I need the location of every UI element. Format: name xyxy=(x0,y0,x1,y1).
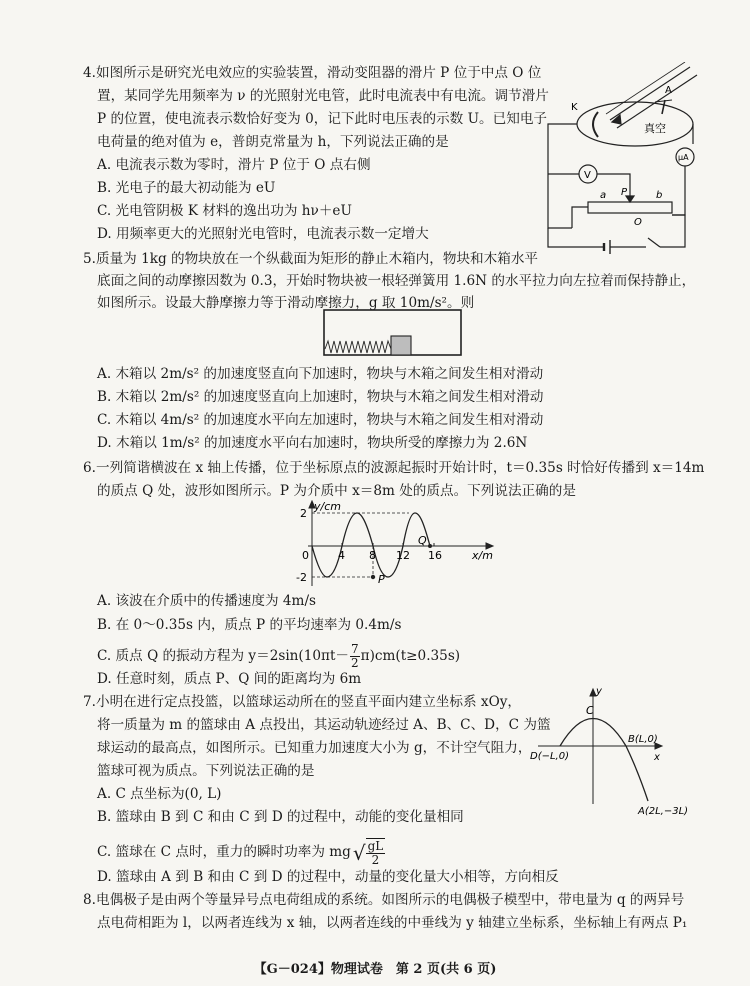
page-footer: 【G－024】物理试卷 第 2 页(共 6 页) xyxy=(253,962,497,977)
fraction-numerator: 7 xyxy=(351,642,359,656)
y-axis-label: y xyxy=(596,686,602,697)
sqrt-icon: √ xyxy=(352,840,366,865)
label-q: Q xyxy=(418,534,427,547)
q5-line-2: 底面之间的动摩擦因数为 0.3，开始时物块被一根轻弹簧用 1.6N 的水平拉力向左拉着而保持静止， xyxy=(97,273,696,289)
label-p-slider: P xyxy=(621,187,628,198)
trajectory-curve xyxy=(560,719,648,802)
q7-line-4: 篮球可视为质点。下列说法正确的是 xyxy=(97,763,315,779)
q6-option-d: D. 任意时刻，质点 P、Q 间的距离均为 6m xyxy=(97,671,362,687)
label-o-midpoint: O xyxy=(634,217,642,228)
label-p: P xyxy=(378,573,385,586)
q6-line-1: 6.一列简谐横波在 x 轴上传播，位于坐标原点的波源起振时开始计时，t＝0.35s 时恰好传播到 x＝14m xyxy=(83,460,705,476)
y-axis-label: y/cm xyxy=(314,500,341,513)
x-tick-8: 8 xyxy=(369,549,376,562)
label-k: K xyxy=(571,102,578,113)
block-icon xyxy=(391,336,411,355)
origin-label: 0 xyxy=(302,549,309,562)
q6-line-2: 的质点 Q 处，波形如图所示。P 为介质中 x＝8m 处的质点。下列说法正确的是 xyxy=(97,483,576,499)
trajectory-figure xyxy=(530,686,690,826)
q7-option-d: D. 篮球由 A 到 B 和由 C 到 D 的过程中，动量的变化量大小相等，方向相反 xyxy=(97,869,559,885)
label-a: A(2L,−3L) xyxy=(638,806,689,817)
x-axis-label: x xyxy=(654,752,660,763)
label-vacuum: 真空 xyxy=(644,122,666,135)
q4-line-1: 4.如图所示是研究光电效应的实验装置，滑动变阻器的滑片 P 位于中点 O 位 xyxy=(83,65,542,81)
q5-option-c: C. 木箱以 4m/s² 的加速度水平向左加速时，物块与木箱之间发生相对滑动 xyxy=(97,412,544,428)
label-b-end: b xyxy=(656,190,663,201)
q6-option-c-text: C. 质点 Q 的振动方程为 y＝2sin(10πt－ xyxy=(97,648,350,664)
q6-option-b: B. 在 0～0.35s 内，质点 P 的平均速率为 0.4m/s xyxy=(97,617,402,633)
q8-line-2: 点电荷相距为 l，以两者连线为 x 轴，以两者连线的中垂线为 y 轴建立坐标系，坐标轴上有两点 P₁ xyxy=(97,915,688,931)
q4-line-3: P 的位置，使电流表示数恰好变为 0，记下此时电压表的示数 U。已知电子 xyxy=(97,111,548,127)
q7-option-c-fraction xyxy=(366,838,386,867)
spring-box-figure xyxy=(320,307,465,359)
point-p xyxy=(371,575,375,579)
q4-option-b: B. 光电子的最大初动能为 eU xyxy=(97,180,276,196)
q6-option-c-tail: π)cm(t≥0.35s) xyxy=(360,648,461,664)
q7-option-a: A. C 点坐标为(0, L) xyxy=(97,786,222,802)
ammeter-label: μA xyxy=(678,153,689,162)
q5-line-1: 5.质量为 1kg 的物块放在一个纵截面为矩形的静止木箱内，物块和木箱水平 xyxy=(83,251,539,267)
sqrt-denominator: 2 xyxy=(371,853,380,867)
q4-line-4: 电荷量的绝对值为 e，普朗克常量为 h，下列说法正确的是 xyxy=(97,134,449,150)
label-a-anode: A xyxy=(665,85,672,96)
label-a-end: a xyxy=(600,190,607,201)
y-tick-neg2: -2 xyxy=(296,571,307,584)
q5-option-b: B. 木箱以 2m/s² 的加速度竖直向上加速时，物块与木箱之间发生相对滑动 xyxy=(97,389,544,405)
spring-icon xyxy=(325,341,391,353)
x-tick-12: 12 xyxy=(396,549,410,562)
y-tick-2: 2 xyxy=(300,507,307,520)
q7-option-c-text: C. 篮球在 C 点时，重力的瞬时功率为 mg xyxy=(97,844,351,860)
q5-line-3: 如图所示。设最大静摩擦力等于滑动摩擦力，g 取 10m/s²。则 xyxy=(97,295,475,311)
fraction-denominator: 2 xyxy=(351,656,359,670)
q4-option-a: A. 电流表示数为零时，滑片 P 位于 O 点右侧 xyxy=(97,157,371,173)
q6-option-c xyxy=(97,643,460,670)
photoelectric-circuit-figure xyxy=(540,62,700,262)
label-c: C xyxy=(586,704,594,717)
q7-option-c xyxy=(97,838,385,867)
point-q xyxy=(428,544,432,548)
q7-line-2: 将一质量为 m 的篮球由 A 点投出，其运动轨迹经过 A、B、C、D，C 为篮 xyxy=(97,717,551,733)
q7-option-b: B. 篮球由 B 到 C 和由 C 到 D 的过程中，动能的变化量相同 xyxy=(97,809,464,825)
x-tick-16: 16 xyxy=(428,549,442,562)
voltmeter-label: V xyxy=(584,170,591,181)
label-d: D(−L,0) xyxy=(530,751,569,762)
q5-option-d: D. 木箱以 1m/s² 的加速度水平向右加速时，物块所受的摩擦力为 2.6N xyxy=(97,435,528,451)
q4-option-d: D. 用频率更大的光照射光电管时，电流表示数一定增大 xyxy=(97,226,429,242)
q6-option-c-fraction xyxy=(350,643,360,670)
q7-line-3: 球运动的最高点，如图所示。已知重力加速度大小为 g，不计空气阻力， xyxy=(97,740,532,756)
wave-curve xyxy=(312,513,430,577)
q4-option-c: C. 光电管阴极 K 材料的逸出功为 hν＋eU xyxy=(97,203,352,219)
q4-line-2: 置，某同学先用频率为 ν 的光照射光电管，此时电流表中有电流。调节滑片 xyxy=(97,88,549,104)
wave-graph-figure xyxy=(290,500,500,588)
q8-line-1: 8.电偶极子是由两个等量异号点电荷组成的系统。如图所示的电偶极子模型中，带电量为 q 的两异号 xyxy=(83,892,685,908)
q5-option-a: A. 木箱以 2m/s² 的加速度竖直向下加速时，物块与木箱之间发生相对滑动 xyxy=(97,366,544,382)
sqrt-numerator: gL xyxy=(367,839,384,853)
label-b: B(L,0) xyxy=(628,734,658,745)
q6-option-a: A. 该波在介质中的传播速度为 4m/s xyxy=(97,593,316,609)
x-tick-4: 4 xyxy=(338,549,345,562)
q7-line-1: 7.小明在进行定点投篮，以篮球运动所在的竖直平面内建立坐标系 xOy， xyxy=(83,694,521,710)
x-axis-label: x/m xyxy=(472,549,493,562)
